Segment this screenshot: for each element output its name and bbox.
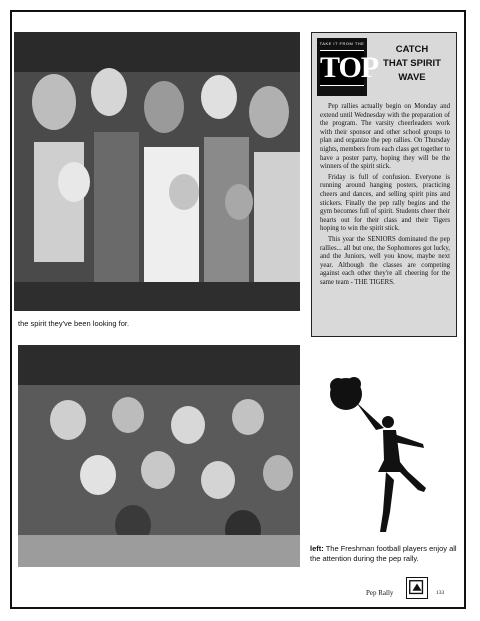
freshman-football-players-photo (18, 345, 300, 567)
headline-line-1: CATCH (395, 44, 429, 55)
headline-line-3: WAVE (398, 72, 426, 83)
article-paragraph: Pep rallies actually begin on Monday and extend until Wednesday with the preparation of the program. The varsity cheerleaders work with their sponsor and other school groups to plan and organize the pep rallies. On Thursday nights, members from each class get together to have a poster party, hoping they will be the winners of the spirit stick. (320, 103, 450, 171)
article-paragraph: This year the SENIORS dominated the pep rallies... all but one, the Sophomores got lucky, and the Juniors, well you know, maybe next year. Although the classes are competing against each other they're all cheering for the same team - THE TIGERS. (320, 235, 450, 286)
caption-text: The Freshman football players enjoy all the attention during the pep rally. (310, 544, 457, 563)
article-paragraph: Friday is full of confusion. Everyone is running around hanging posters, practicing cheers and dances, and selling spirit pins and stickers. Finally the pep rally begins and the gym becomes full of spirit. Students cheer their hearts out for their class and their Tigers hoping to win the spirit stick. (320, 173, 450, 233)
top-photo-caption: the spirit they've been looking for. (18, 319, 130, 328)
cheerleader-silhouette (328, 372, 438, 537)
headline-line-2: THAT SPIRIT (383, 58, 441, 69)
caption-lead: left: (310, 544, 324, 553)
take-it-from-the-top-logo (317, 38, 379, 96)
sidebar-article (311, 32, 457, 337)
article-headline (372, 43, 452, 85)
logo-small-text: TAKE IT FROM THE (319, 41, 365, 46)
section-label: Pep Rally (366, 589, 394, 597)
article-body (320, 103, 450, 289)
school-logo-icon (406, 577, 428, 599)
bottom-photo-caption (310, 544, 460, 564)
page-number: 133 (436, 590, 445, 596)
pep-rally-crowd-photo (14, 32, 300, 311)
logo-word: TOP (320, 51, 379, 84)
